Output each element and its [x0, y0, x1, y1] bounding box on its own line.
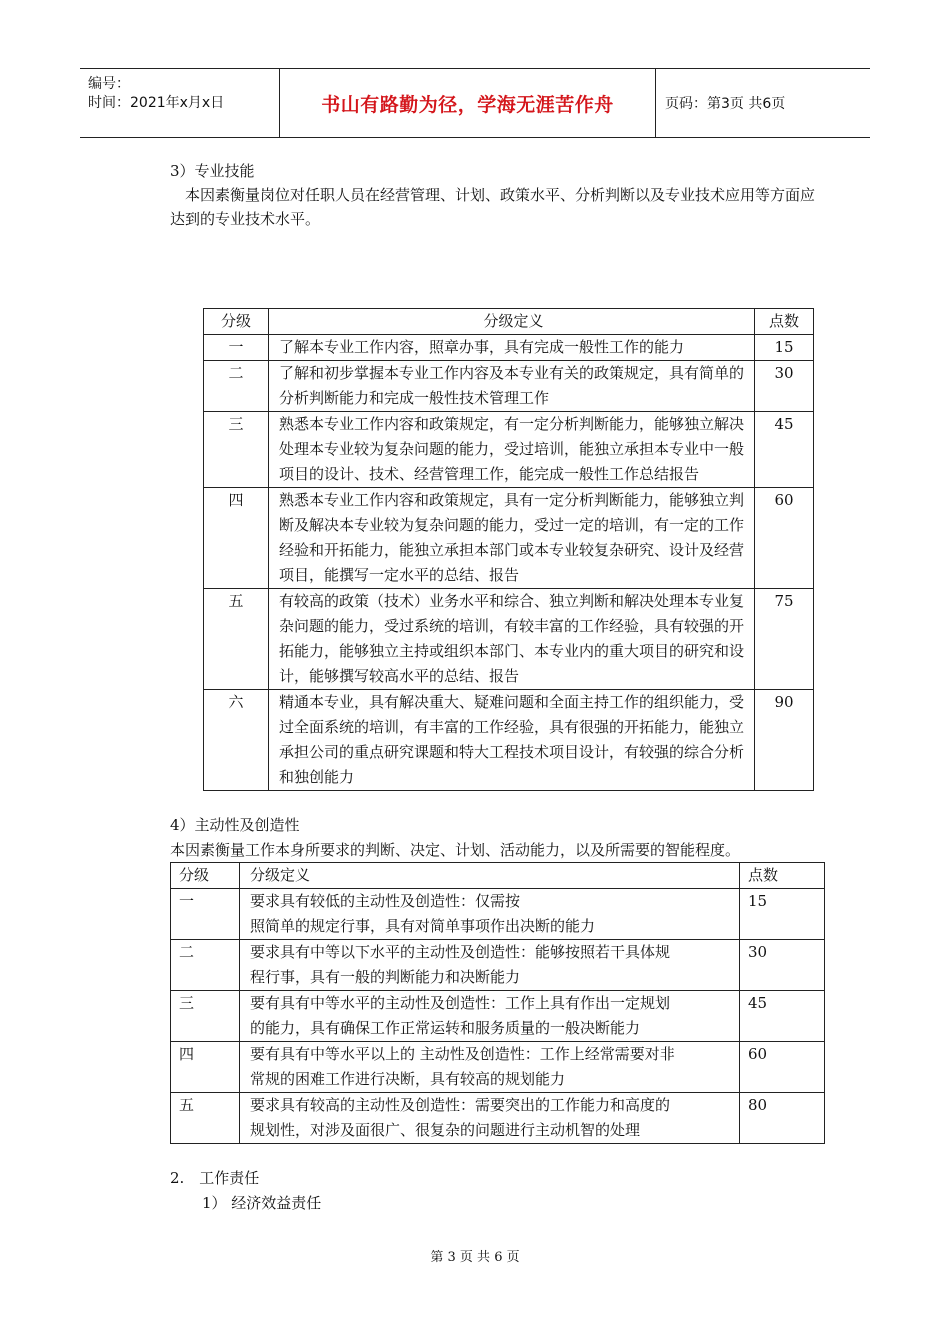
grade-cell: 二 — [171, 940, 240, 991]
definition-line: 程行事，具有一般的判断能力和决断能力 — [250, 968, 521, 986]
table-row — [204, 412, 814, 488]
table-row — [171, 991, 825, 1042]
points-cell: 90 — [755, 690, 814, 791]
number-label: 编号： — [88, 76, 130, 92]
grade-cell: 二 — [204, 361, 269, 412]
table-row — [171, 940, 825, 991]
grade-cell: 一 — [171, 889, 240, 940]
section-heading-professional-skill: 3）专业技能 — [170, 162, 255, 180]
section-description-professional-skill: 本因素衡量岗位对任职人员在经营管理、计划、政策水平、分析判断以及专业技术应用等方面应达到的专业技术水平。 — [170, 186, 816, 228]
definition-line: 的能力，具有确保工作正常运转和服务质量的一般决断能力 — [250, 1019, 641, 1037]
time-label: 时间：2021年x月x日 — [88, 95, 225, 111]
section-heading-initiative: 4）主动性及创造性 — [170, 816, 300, 834]
definition-cell — [240, 889, 740, 940]
column-header-definition: 分级定义 — [269, 309, 755, 335]
points-cell: 80 — [740, 1093, 825, 1144]
points-cell: 15 — [740, 889, 825, 940]
definition-line: 要求具有中等以下水平的主动性及创造性：能够按照若干具体规 — [250, 943, 671, 961]
points-cell: 30 — [755, 361, 814, 412]
grade-cell: 四 — [204, 488, 269, 589]
definition-cell: 了解本专业工作内容，照章办事，具有完成一般性工作的能力 — [269, 335, 755, 361]
header-motto: 书山有路勤为径，学海无涯苦作舟 — [280, 69, 656, 137]
section-heading-work-responsibility: 2. 工作责任 — [170, 1169, 260, 1187]
definition-line: 常规的困难工作进行决断，具有较高的规划能力 — [250, 1070, 566, 1088]
professional-skill-table — [203, 308, 814, 791]
column-header-points: 点数 — [755, 309, 814, 335]
definition-line: 要有具有中等水平的主动性及创造性：工作上具有作出一定规划 — [250, 994, 671, 1012]
definition-cell — [240, 1042, 740, 1093]
points-cell: 15 — [755, 335, 814, 361]
table-row — [204, 335, 814, 361]
definition-cell — [240, 1093, 740, 1144]
definition-cell — [240, 940, 740, 991]
initiative-table — [170, 862, 825, 1144]
grade-cell: 一 — [204, 335, 269, 361]
definition-line: 要求具有较低的主动性及创造性：仅需按 — [250, 892, 521, 910]
definition-line: 要求具有较高的主动性及创造性：需要突出的工作能力和高度的 — [250, 1096, 671, 1114]
header-info-cell — [80, 69, 280, 137]
definition-line: 规划性，对涉及面很广、很复杂的问题进行主动机智的处理 — [250, 1121, 641, 1139]
table-row — [204, 361, 814, 412]
table-header-row — [204, 309, 814, 335]
column-header-grade: 分级 — [171, 863, 240, 889]
points-cell: 60 — [755, 488, 814, 589]
definition-cell: 有较高的政策（技术）业务水平和综合、独立判断和解决处理本专业复杂问题的能力，受过系统的培训，有较丰富的工作经验，具有较强的开拓能力，能够独立主持或组织本部门、本专业内的重大项目的研究和设计，能够撰写较高水平的总结、报告 — [269, 589, 755, 690]
grade-cell: 五 — [171, 1093, 240, 1144]
header-page-label: 页码：第3页 共6页 — [665, 96, 786, 112]
points-cell: 45 — [740, 991, 825, 1042]
grade-cell: 三 — [171, 991, 240, 1042]
definition-line: 要有具有中等水平以上的 主动性及创造性：工作上经常需要对非 — [250, 1045, 675, 1063]
table-row — [204, 690, 814, 791]
table-row — [171, 889, 825, 940]
definition-line: 照简单的规定行事，具有对简单事项作出决断的能力 — [250, 917, 596, 935]
column-header-points: 点数 — [740, 863, 825, 889]
table-row — [171, 1093, 825, 1144]
section-description-initiative: 本因素衡量工作本身所要求的判断、决定、计划、活动能力，以及所需要的智能程度。 — [170, 841, 741, 859]
table-row — [204, 589, 814, 690]
definition-cell — [240, 991, 740, 1042]
grade-cell: 四 — [171, 1042, 240, 1093]
points-cell: 60 — [740, 1042, 825, 1093]
table-row — [171, 1042, 825, 1093]
column-header-grade: 分级 — [204, 309, 269, 335]
points-cell: 75 — [755, 589, 814, 690]
grade-cell: 五 — [204, 589, 269, 690]
points-cell: 45 — [755, 412, 814, 488]
page-header — [80, 68, 870, 138]
column-header-definition: 分级定义 — [240, 863, 740, 889]
definition-cell: 了解和初步掌握本专业工作内容及本专业有关的政策规定，具有简单的分析判断能力和完成一般性技术管理工作 — [269, 361, 755, 412]
page-footer: 第 3 页 共 6 页 — [430, 1250, 520, 1265]
subsection-heading-economic-benefit: 1） 经济效益责任 — [202, 1194, 322, 1212]
definition-cell: 精通本专业，具有解决重大、疑难问题和全面主持工作的组织能力，受过全面系统的培训，有丰富的工作经验，具有很强的开拓能力，能独立承担公司的重点研究课题和特大工程技术项目设计，有较强的综合分析和独创能力 — [269, 690, 755, 791]
table-header-row — [171, 863, 825, 889]
grade-cell: 三 — [204, 412, 269, 488]
points-cell: 30 — [740, 940, 825, 991]
definition-cell: 熟悉本专业工作内容和政策规定，有一定分析判断能力，能够独立解决处理本专业较为复杂问题的能力，受过培训，能独立承担本专业中一般项目的设计、技术、经营管理工作，能完成一般性工作总结报告 — [269, 412, 755, 488]
definition-cell: 熟悉本专业工作内容和政策规定，具有一定分析判断能力，能够独立判断及解决本专业较为复杂问题的能力，受过一定的培训，有一定的工作经验和开拓能力，能独立承担本部门或本专业较复杂研究、设计及经营项目，能撰写一定水平的总结、报告 — [269, 488, 755, 589]
grade-cell: 六 — [204, 690, 269, 791]
table-row — [204, 488, 814, 589]
